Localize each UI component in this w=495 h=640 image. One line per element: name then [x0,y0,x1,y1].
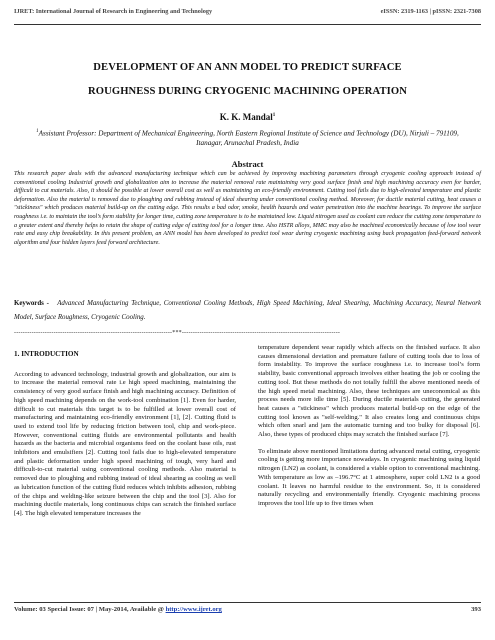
journal-name: IJRET: International Journal of Research in Engineering and Technology [14,8,213,15]
affiliation-superscript: 1 [36,129,39,134]
page-number: 393 [471,606,481,613]
affiliation [30,127,465,148]
left-column [14,344,236,527]
footer-rule [14,602,481,603]
paper-title-line-2: ROUGHNESS DURING CRYOGENIC MACHINING OPERATION [88,86,407,97]
abstract-heading: Abstract [231,159,264,169]
issn: eISSN: 2319-1163 | pISSN: 2321-7308 [380,8,481,15]
keywords-label: Keywords - [14,300,49,307]
header-rule [14,24,481,25]
author-superscript: 1 [272,113,276,118]
paper-title-line-1: DEVELOPMENT OF AN ANN MODEL TO PREDICT SURFACE [93,62,402,73]
author [0,112,495,122]
section-heading: 1. INTRODUCTION [14,350,79,358]
footer-volume-text: Volume: 03 Special Issue: 07 | May-2014, Available @ [14,606,164,613]
body-paragraph: To eliminate above mentioned limitations during advanced metal cutting, cryogenic cooling is getting more importance nowadays. In cryogenic machining using liquid nitrogen (LN2) as coolant, is considered a viable option to conventional machining. With temperature as low as –196.7°C at 1 atmosphere, super cold LN2 is a good coolant. It leaves no harmful residue to the environment. So, it is considered naturally recycling and environmentally friendly. Cryogenic machining process improves the tool life up to five times when [258,447,480,507]
footer-volume [14,606,222,613]
author-name: K. K. Mandal [219,112,273,122]
keywords [14,297,481,325]
keywords-text: Advanced Manufacturing Technique, Conventional Cooling Methods, High Speed Machining, Ideal Shearing, Machining Accuracy, Neural Network Model, Surface Roughness, Cryogenic Cooling. [14,300,482,321]
journal-url-link[interactable]: http://www.ijret.org [165,606,222,613]
abstract-text: This research paper deals with the advanced manufacturing technique which can be achieved by improving machining parameters through cryogenic cooling approach instead of conventional cooling Industrial growth and globalization aim to increase the material removal rate maintaining very good surface finish and high machining accuracy even for harder, difficult to cut materials. Also, it should be possible at lower overall cost as well as maintaining an eco-friendly environment. Cutting tool fails due to high-elevated temperature and plastic deformation. Also the material is removed due to ploughing and rubbing instead of ideal shearing under conventional cooling method. Moreover, for ductile material cutting, heat causes a "stickiness" which produces material build-up on the cutting edge. This results a bad odor, smoke, health hazards and water penetration into the machine bearings. To improve the surface roughness i.e. to maintain the tool’s form stability for longer time, cutting zone temperature is to be maintained low. Liquid nitrogen used as coolant can reduce the cutting zone temperature to a greater extent and thereby helps to retain the shape of cutting edge of cutting tool for a longer time. Also HSTR alloys, MMC may also be machined economically because of low tool wear rate and easy chip breakability. In this present problem, an ANN model has been developed to predict tool wear during cryogenic machining using back propagation feed-forward network algorithm and four hidden layers feed forward architecture. [14,171,481,246]
body-paragraph: According to advanced technology, industrial growth and globalization, our aim is to increase the material removal rate i.e high speed machining, maintaining the consistency of very good surface finish and high machining accuracy. Definition of high speed machining depends on the work-tool combination [1]. Even for harder, difficult to cut materials this target is to be fulfilled at lower overall cost of manufacturing and maintaining eco-friendly environment [1], [2]. Cutting fluid is used to extend tool life by reducing friction between tool, chip and work-piece. However, conventional cutting fluids are environmental pollutants and health hazards as the bacteria and microbial organisms feed on the coolant base oils, rust inhibitors and emulsifiers [2]. Cutting tool fails due to high-elevated temperature and plastic deformation under high speed machining of tough, very hard and difficult-to-cut material using conventional cooling methods. Also material is removed due to ploughing and rubbing instead of ideal shearing as cooling as well as lubrication function of the cutting fluid reduces which inhibits adhesion, rubbing of the chips and welding-like seizure between the chip and the tool [3]. Also for machining ductile materials, long continuous chips can scratch the finished surface [4]. The high elevated temperature increases the [14,370,236,517]
page-footer [14,606,481,613]
journal-header [14,8,481,22]
section-divider: ------------------------------------------------------------------------***------------------------------------------------------------------------ [14,330,341,336]
body-paragraph: temperature dependent wear rapidly which affects on the finished surface. It also causes dimensional deviation and premature failure of cutting tools due to loss of form instability. To improve the surface roughness i.e. to increase tool’s form stability, basic conventional approach involves either heating the job or cooling the cutting tool. But these methods do not totally fulfill the above mentioned needs of the high speed metal machining. Also, these techniques are uneconomical as this process needs more idle time [5]. During ductile materials cutting, the generated heat causes a "stickiness" which produces material build-up on the edge of the cutting tool known as "self-welding." It also creates long and continuous chips which often snarl and jam the automatic turning and too bulky for disposal [6]. Also, these types of produced chips may scratch the finished surface [7]. [258,344,480,439]
right-column [258,344,480,517]
affiliation-text: Assistant Professor: Department of Mechanical Engineering, North Eastern Regional Institute of Science and Technology (DU), Nirjuli – 791109, Itanagar, Arunachal Pradesh, India [38,129,459,148]
